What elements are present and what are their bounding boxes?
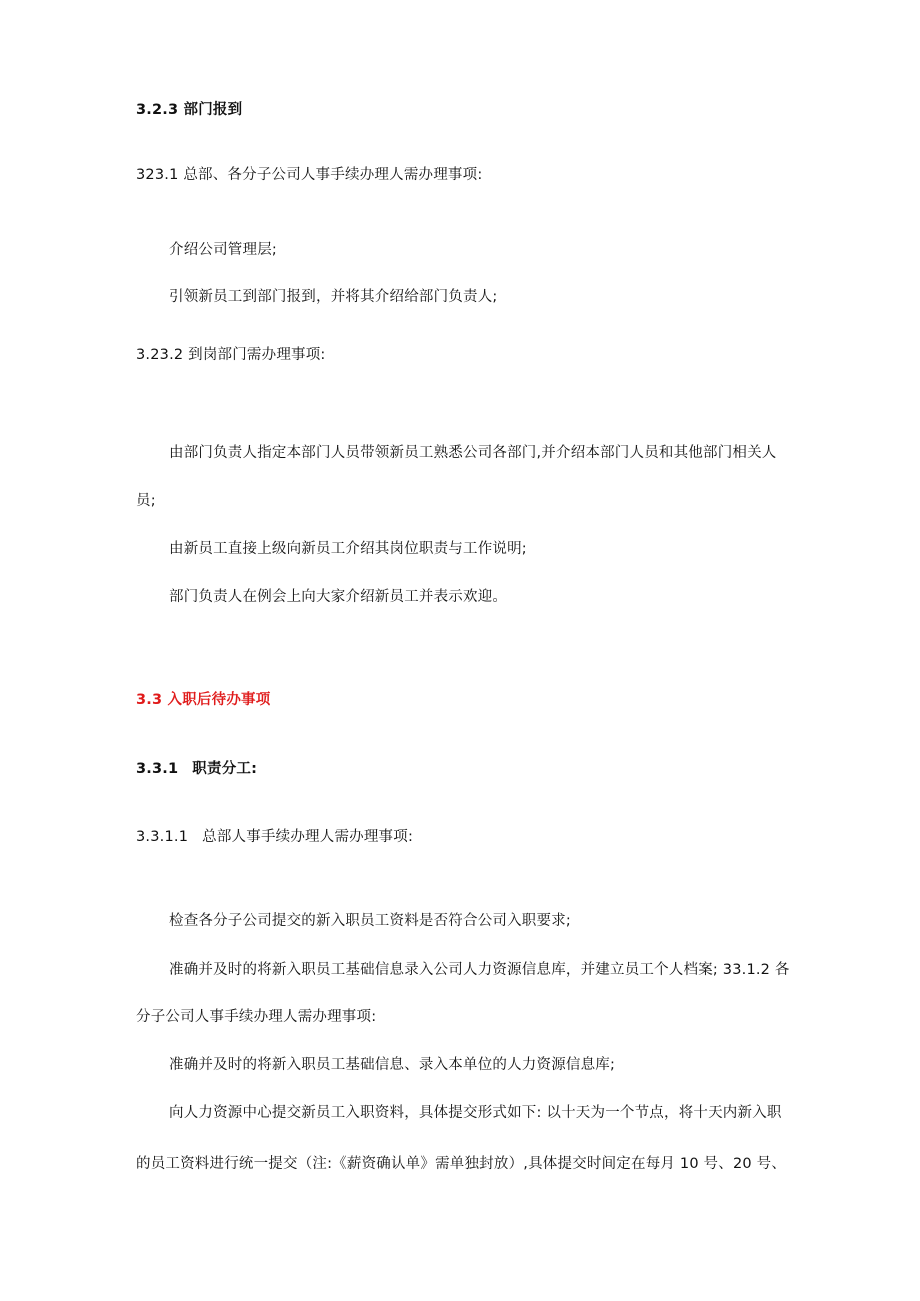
paragraph-line: 分子公司人事手续办理人需办理事项: <box>136 1009 377 1025</box>
section-3-3-1-1-title <box>136 827 413 847</box>
list-item: 部门负责人在例会上向大家介绍新员工并表示欢迎。 <box>169 589 508 605</box>
paragraph-line: 向人力资源中心提交新员工入职资料，具体提交形式如下: 以十天为一个节点，将十天内新入职 <box>169 1105 782 1121</box>
paragraph-line: 的员工资料进行统一提交（注:《薪资确认单》需单独封放）,具体提交时间定在每月 10 号、20 号、 <box>136 1156 787 1172</box>
section-number: 3.3.1.1 <box>136 829 189 845</box>
paragraph-line: 准确并及时的将新入职员工基础信息录入公司人力资源信息库，并建立员工个人档案; 33.1.2 各 <box>169 962 790 978</box>
heading-number: 3.3.1 <box>136 761 179 777</box>
list-item: 检查各分子公司提交的新入职员工资料是否符合公司入职要求; <box>169 913 571 929</box>
section-3-2-3-1-title: 323.1 总部、各分子公司人事手续办理人需办理事项: <box>136 167 483 183</box>
section-3-2-3-2-title: 3.23.2 到岗部门需办理事项: <box>136 347 326 363</box>
list-item: 介绍公司管理层; <box>169 242 277 258</box>
list-item: 准确并及时的将新入职员工基础信息、录入本单位的人力资源信息库; <box>169 1057 616 1073</box>
heading-3-3: 3.3 入职后待办事项 <box>136 692 271 708</box>
heading-3-3-1 <box>136 759 257 779</box>
heading-3-2-3: 3.2.3 部门报到 <box>136 102 243 118</box>
heading-text: 职责分工: <box>192 761 258 777</box>
list-item: 由新员工直接上级向新员工介绍其岗位职责与工作说明; <box>169 541 527 557</box>
list-item: 引领新员工到部门报到，并将其介绍给部门负责人; <box>169 289 498 305</box>
section-text: 总部人事手续办理人需办理事项: <box>202 829 414 845</box>
paragraph-line: 员; <box>136 493 156 509</box>
paragraph-line: 由部门负责人指定本部门人员带领新员工熟悉公司各部门,并介绍本部门人员和其他部门相关人 <box>169 445 777 461</box>
